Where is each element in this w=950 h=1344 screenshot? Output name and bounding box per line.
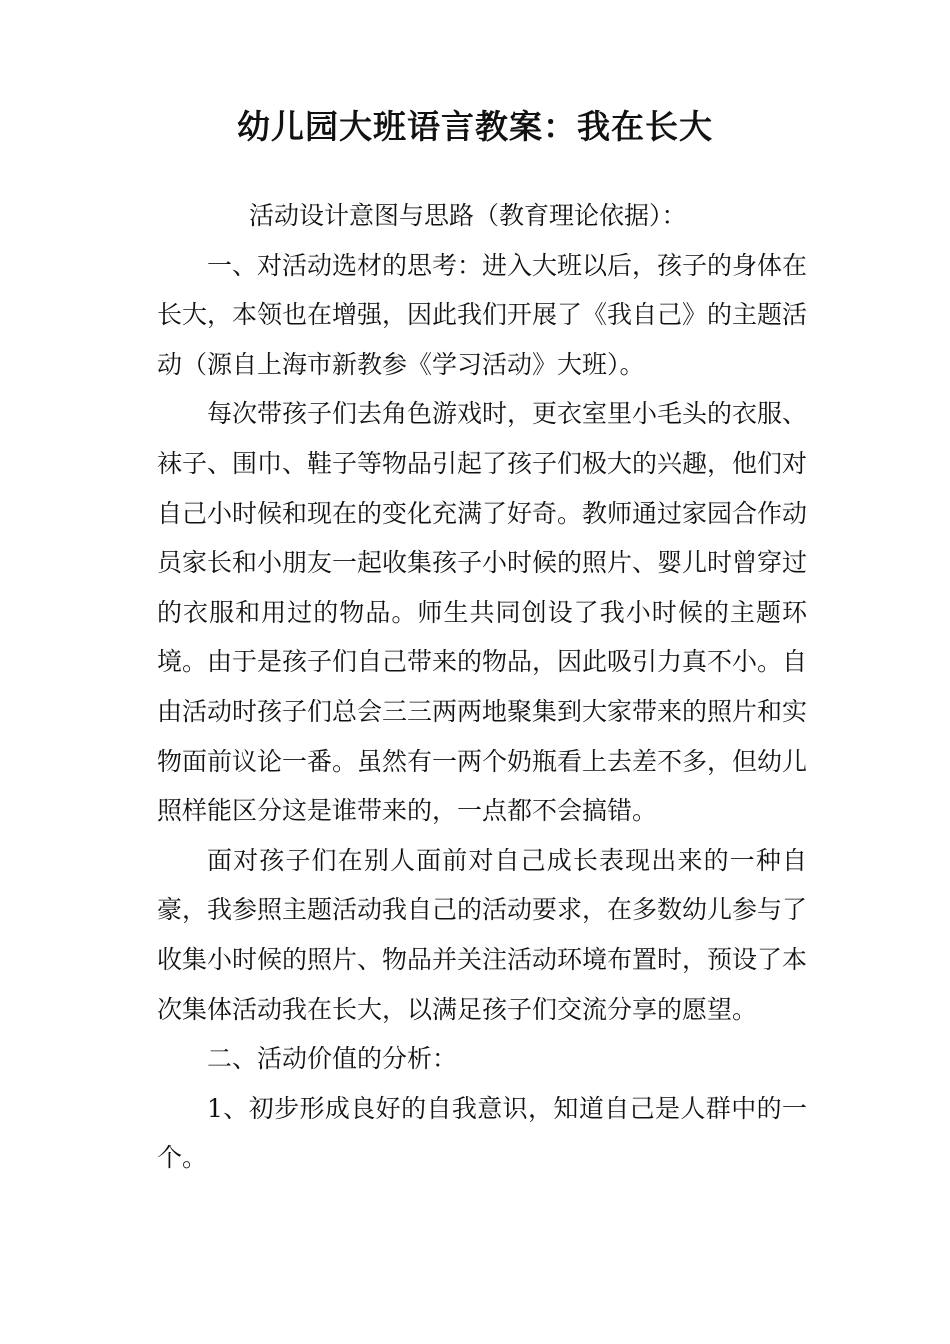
document-title: 幼儿园大班语言教案：我在长大	[237, 107, 713, 146]
section-heading-value-analysis: 二、活动价值的分析：	[207, 1044, 458, 1074]
paragraph-self-awareness: 1、初步形成良好的自我意识，知道自己是人群中的一个。	[157, 1093, 807, 1173]
paragraph-growth-pride: 面对孩子们在别人面前对自己成长表现出来的一种自豪，我参照主题活动我自己的活动要求，在多数幼儿参与了收集小时候的照片、物品并关注活动环境布置时，预设了本次集体活动我在长大，以满足孩子们交流分享的愿望。	[157, 845, 808, 1024]
document-body	[157, 191, 807, 1183]
paragraph-material-selection: 一、对活动选材的思考：进入大班以后，孩子的身体在长大，本领也在增强，因此我们开展了《我自己》的主题活动（源自上海市新教参《学习活动》大班）。	[157, 250, 808, 379]
section-subtitle: 活动设计意图与思路（教育理论依据）：	[249, 201, 687, 230]
paragraph-role-play: 每次带孩子们去角色游戏时，更衣室里小毛头的衣服、袜子、围巾、鞋子等物品引起了孩子们极大的兴趣，他们对自己小时候和现在的变化充满了好奇。教师通过家园合作动员家长和小朋友一起收集孩子小时候的照片、婴儿时曾穿过的衣服和用过的物品。师生共同创设了我小时候的主题环境。由于是孩子们自己带来的物品，因此吸引力真不小。自由活动时孩子们总会三三两两地聚集到大家带来的照片和实物面前议论一番。虽然有一两个奶瓶看上去差不多，但幼儿照样能区分这是谁带来的，一点都不会搞错。	[157, 399, 808, 826]
